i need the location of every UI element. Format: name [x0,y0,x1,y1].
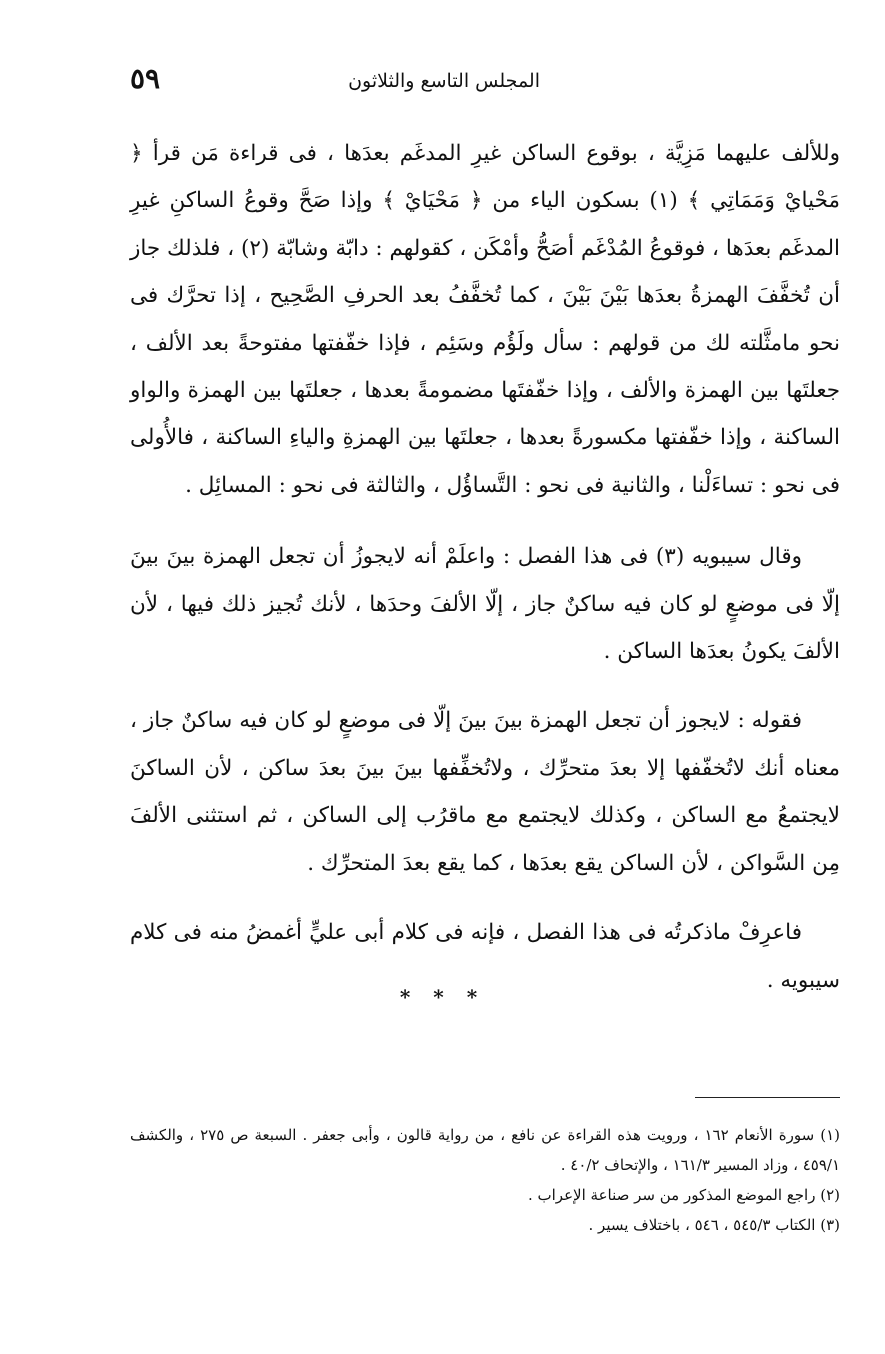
main-text [130,130,840,1026]
footnote-item: (٣) الكتاب ٥٤٥/٣ ، ٥٤٦ ، باختلاف يسير . [588,1216,840,1234]
footnote-item: (١) سورة الأنعام ١٦٢ ، ورويت هذه القراءة عن نافع ، من رواية قالون ، وأبى جعفر . السبعة ص ٢٧٥ ، والكشف ٤٥٩/١ ، وزاد المسير ١٦١/٣ ، والإتحاف ٤٠/٢ . [130,1126,840,1174]
page-number: ٥٩ [130,62,161,95]
paragraph-text: فقوله : لايجوز أن تجعل الهمزة بينَ بينَ إلّا فى موضعٍ لو كان فيه ساكنٌ جاز ، معناه أنك لاتُخفّفها إلا بعدَ متحرِّك ، ولاتُخفِّفها بينَ بينَ بعدَ ساكن ، لأن الساكنَ لايجتمعُ مع الساكن ، وكذلك لايجتمع مع ماقرُب إلى الساكن ، ثم استثنى الألفَ مِن السَّواكن ، لأن الساكن يقع بعدَها ، كما يقع بعدَ المتحرِّك . [130,708,840,876]
paragraph-text: وقال سيبويه (٣) فى هذا الفصل : واعلَمْ أنه لايجوزُ أن تجعل الهمزة بينَ بينَ إلّا فى موضعٍ لو كان فيه ساكنٌ جاز ، إلّا الألفَ وحدَها ، لأنك تُجيز ذلك فيها ، لأن الألفَ يكونُ بعدَها الساكن . [130,544,840,665]
paragraph-text: فاعرِفْ ماذكرتُه فى هذا الفصل ، فإنه فى كلام أبى عليٍّ أغمضُ منه فى كلام سيبويه . [130,920,840,993]
paragraph [130,533,840,675]
page-header [130,62,840,102]
paragraph [130,697,840,887]
section-separator: * * * [399,985,486,1009]
footnotes [130,1120,840,1240]
footnote-item: (٢) راجع الموضع المذكور من سر صناعة الإعراب . [527,1186,840,1204]
paragraph [130,130,840,509]
running-title: المجلس التاسع والثلاثون [348,70,540,92]
paragraph-text: وللألف عليهما مَزِيَّة ، بوقوع الساكن غيرِ المدغَم بعدَها ، فى قراءة مَن قرأ ﴿ مَحْيايْ وَمَمَاتِي ﴾ (١) بسكون الياء من ﴿ مَحْيَايْ ﴾ وإذا صَحَّ وقوعُ الساكنِ غيرِ المدغَم بعدَها ، فوقوعُ المُدْغَم أصَحُّ وأمْكَن ، كقولهم : دابّة وشابّة (٢) ، فلذلك جاز أن تُخفَّفَ الهمزةُ بعدَها بَيْنَ بَيْنَ ، كما تُخفَّفُ بعد الحرفِ الصَّحِيح ، إذا تحرَّك فى نحو مامثَّلته لك من قولهم : سأل ولَؤُم وسَئِم ، فإذا خفّفتها مفتوحةً بعد الألف ، جعلتَها بين الهمزة والألف ، وإذا خفّفتَها مضمومةً بعدها ، جعلتَها بين الهمزة والواو الساكنة ، وإذا خفّفتها مكسورةً بعدها ، جعلتَها بين الهمزةِ والياءِ الساكنة ، فالأُولى فى نحو : تساءَلْنا ، والثانية فى نحو : التَّساؤُل ، والثالثة فى نحو : المسائِل . [130,141,841,498]
footnote-divider [695,1097,840,1098]
